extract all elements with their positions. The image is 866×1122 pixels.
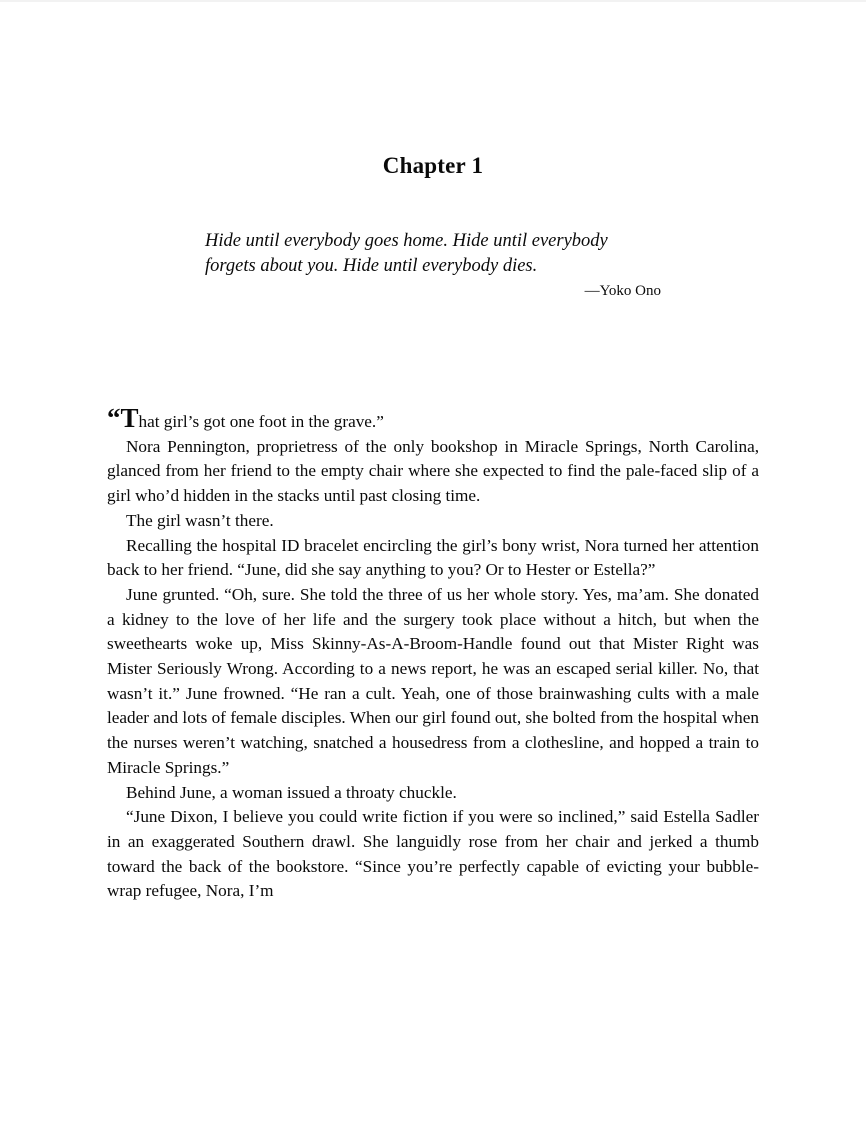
epigraph-attribution: —Yoko Ono <box>584 283 661 300</box>
paragraph: Behind June, a woman issued a throaty chuckle. <box>126 782 457 802</box>
paragraph: The girl wasn’t there. <box>126 510 274 530</box>
paragraph: Recalling the hospital ID bracelet encircling the girl’s bony wrist, Nora turned her attention back to her friend. “June, did she say anything to you? Or to Hester or Estella?” <box>107 535 759 580</box>
opening-paragraph <box>107 403 759 435</box>
chapter-body <box>107 403 759 904</box>
opening-initial: “T <box>107 403 139 433</box>
epigraph-quote: Hide until everybody goes home. Hide until everybody forgets about you. Hide until everybody dies. <box>205 231 608 277</box>
paragraph: Nora Pennington, proprietress of the only bookshop in Miracle Springs, North Carolina, glanced from her friend to the empty chair where she expected to find the pale-faced slip of a girl who’d hidden in the stacks until past closing time. <box>107 436 759 506</box>
paragraphs-container <box>107 435 759 904</box>
epigraph <box>205 229 661 301</box>
paragraph: June grunted. “Oh, sure. She told the three of us her whole story. Yes, ma’am. She donated a kidney to the love of her life and the surgery took place without a hitch, but when the sweethearts woke up, Miss Skinny-As-A-Broom-Handle found out that Mister Right was Mister Seriously Wrong. According to a news report, he was an escaped serial killer. No, that wasn’t it.” June frowned. “He ran a cult. Yeah, one of those brainwashing cults with a male leader and lots of female disciples. When our girl found out, she bolted from the hospital when the nurses weren’t watching, snatched a housedress from a clothesline, and hopped a train to Miracle Springs.” <box>107 584 759 777</box>
chapter-title: Chapter 1 <box>382 153 484 178</box>
paragraph: “June Dixon, I believe you could write fiction if you were so inclined,” said Estella Sadler in an exaggerated Southern drawl. She languidly rose from her chair and jerked a thumb toward the back of the bookstore. “Since you’re perfectly capable of evicting your bubble-wrap refugee, Nora, I’m <box>107 807 759 901</box>
opening-rest: hat girl’s got one foot in the grave.” <box>138 412 384 431</box>
